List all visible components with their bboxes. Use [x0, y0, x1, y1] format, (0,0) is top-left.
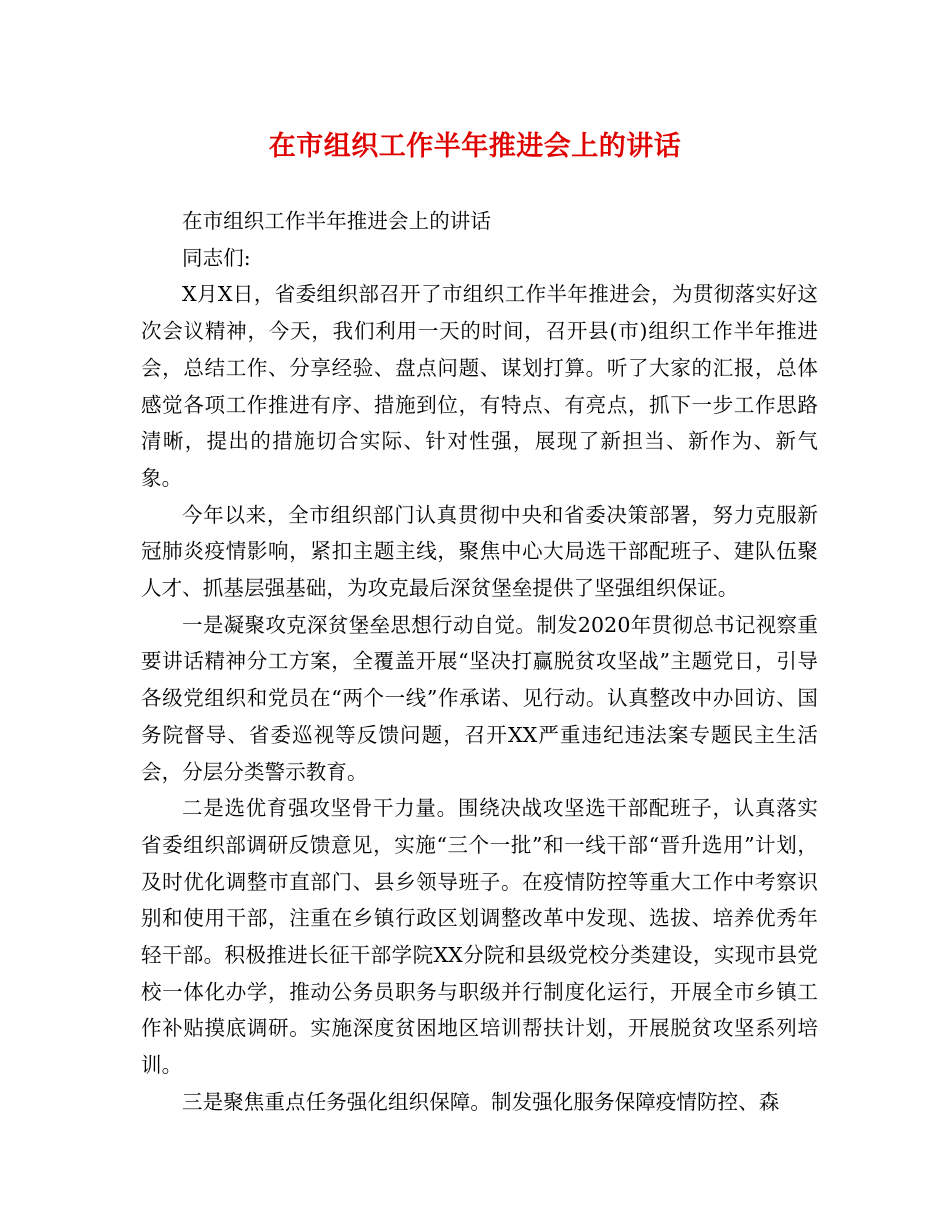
body-paragraph: 二是选优育强攻坚骨干力量。围绕决战攻坚选干部配班子，认真落实省委组织部调研反馈意见，实施“三个一批”和一线干部“晋升选用”计划，及时优化调整市直部门、县乡领导班子。在疫情防控等重大工作中考察识别和使用干部，注重在乡镇行政区划调整改革中发现、选拔、培养优秀年轻干部。积极推进长征干部学院XX分院和县级党校分类建设，实现市县党校一体化办学，推动公务员职务与职级并行制度化运行，开展全市乡镇工作补贴摸底调研。实施深度贫困地区培训帮扶计划，开展脱贫攻坚系列培训。	[141, 796, 818, 1078]
body-paragraph: X月X日，省委组织部召开了市组织工作半年推进会，为贯彻落实好这次会议精神，今天，我们利用一天的时间，召开县(市)组织工作半年推进会，总结工作、分享经验、盘点问题、谋划打算。听了大家的汇报，总体感觉各项工作推进有序、措施到位，有特点、有亮点，抓下一步工作思路清晰，提出的措施切合实际、针对性强，展现了新担当、新作为、新气象。	[141, 282, 818, 490]
body-paragraph: 今年以来，全市组织部门认真贯彻中央和省委决策部署，努力克服新冠肺炎疫情影响，紧扣主题主线，聚焦中心大局选干部配班子、建队伍聚人才、抓基层强基础，为攻克最后深贫堡垒提供了坚强组织保证。	[141, 502, 818, 601]
body-paragraph: 三是聚焦重点任务强化组织保障。制发强化服务保障疫情防控、森	[182, 1089, 780, 1114]
subtitle-paragraph: 在市组织工作半年推进会上的讲话	[182, 209, 491, 233]
body-paragraph: 一是凝聚攻克深贫堡垒思想行动自觉。制发2020年贯彻总书记视察重要讲话精神分工方案，全覆盖开展“坚决打赢脱贫攻坚战”主题党日，引导各级党组织和党员在“两个一线”作承诺、见行动。认真整改中办回访、国务院督导、省委巡视等反馈问题，召开XX严重违纪违法案专题民主生活会，分层分类警示教育。	[141, 612, 818, 784]
salutation-paragraph: 同志们:	[182, 245, 251, 270]
document-body	[141, 203, 818, 1121]
document-title: 在市组织工作半年推进会上的讲话	[268, 131, 682, 162]
